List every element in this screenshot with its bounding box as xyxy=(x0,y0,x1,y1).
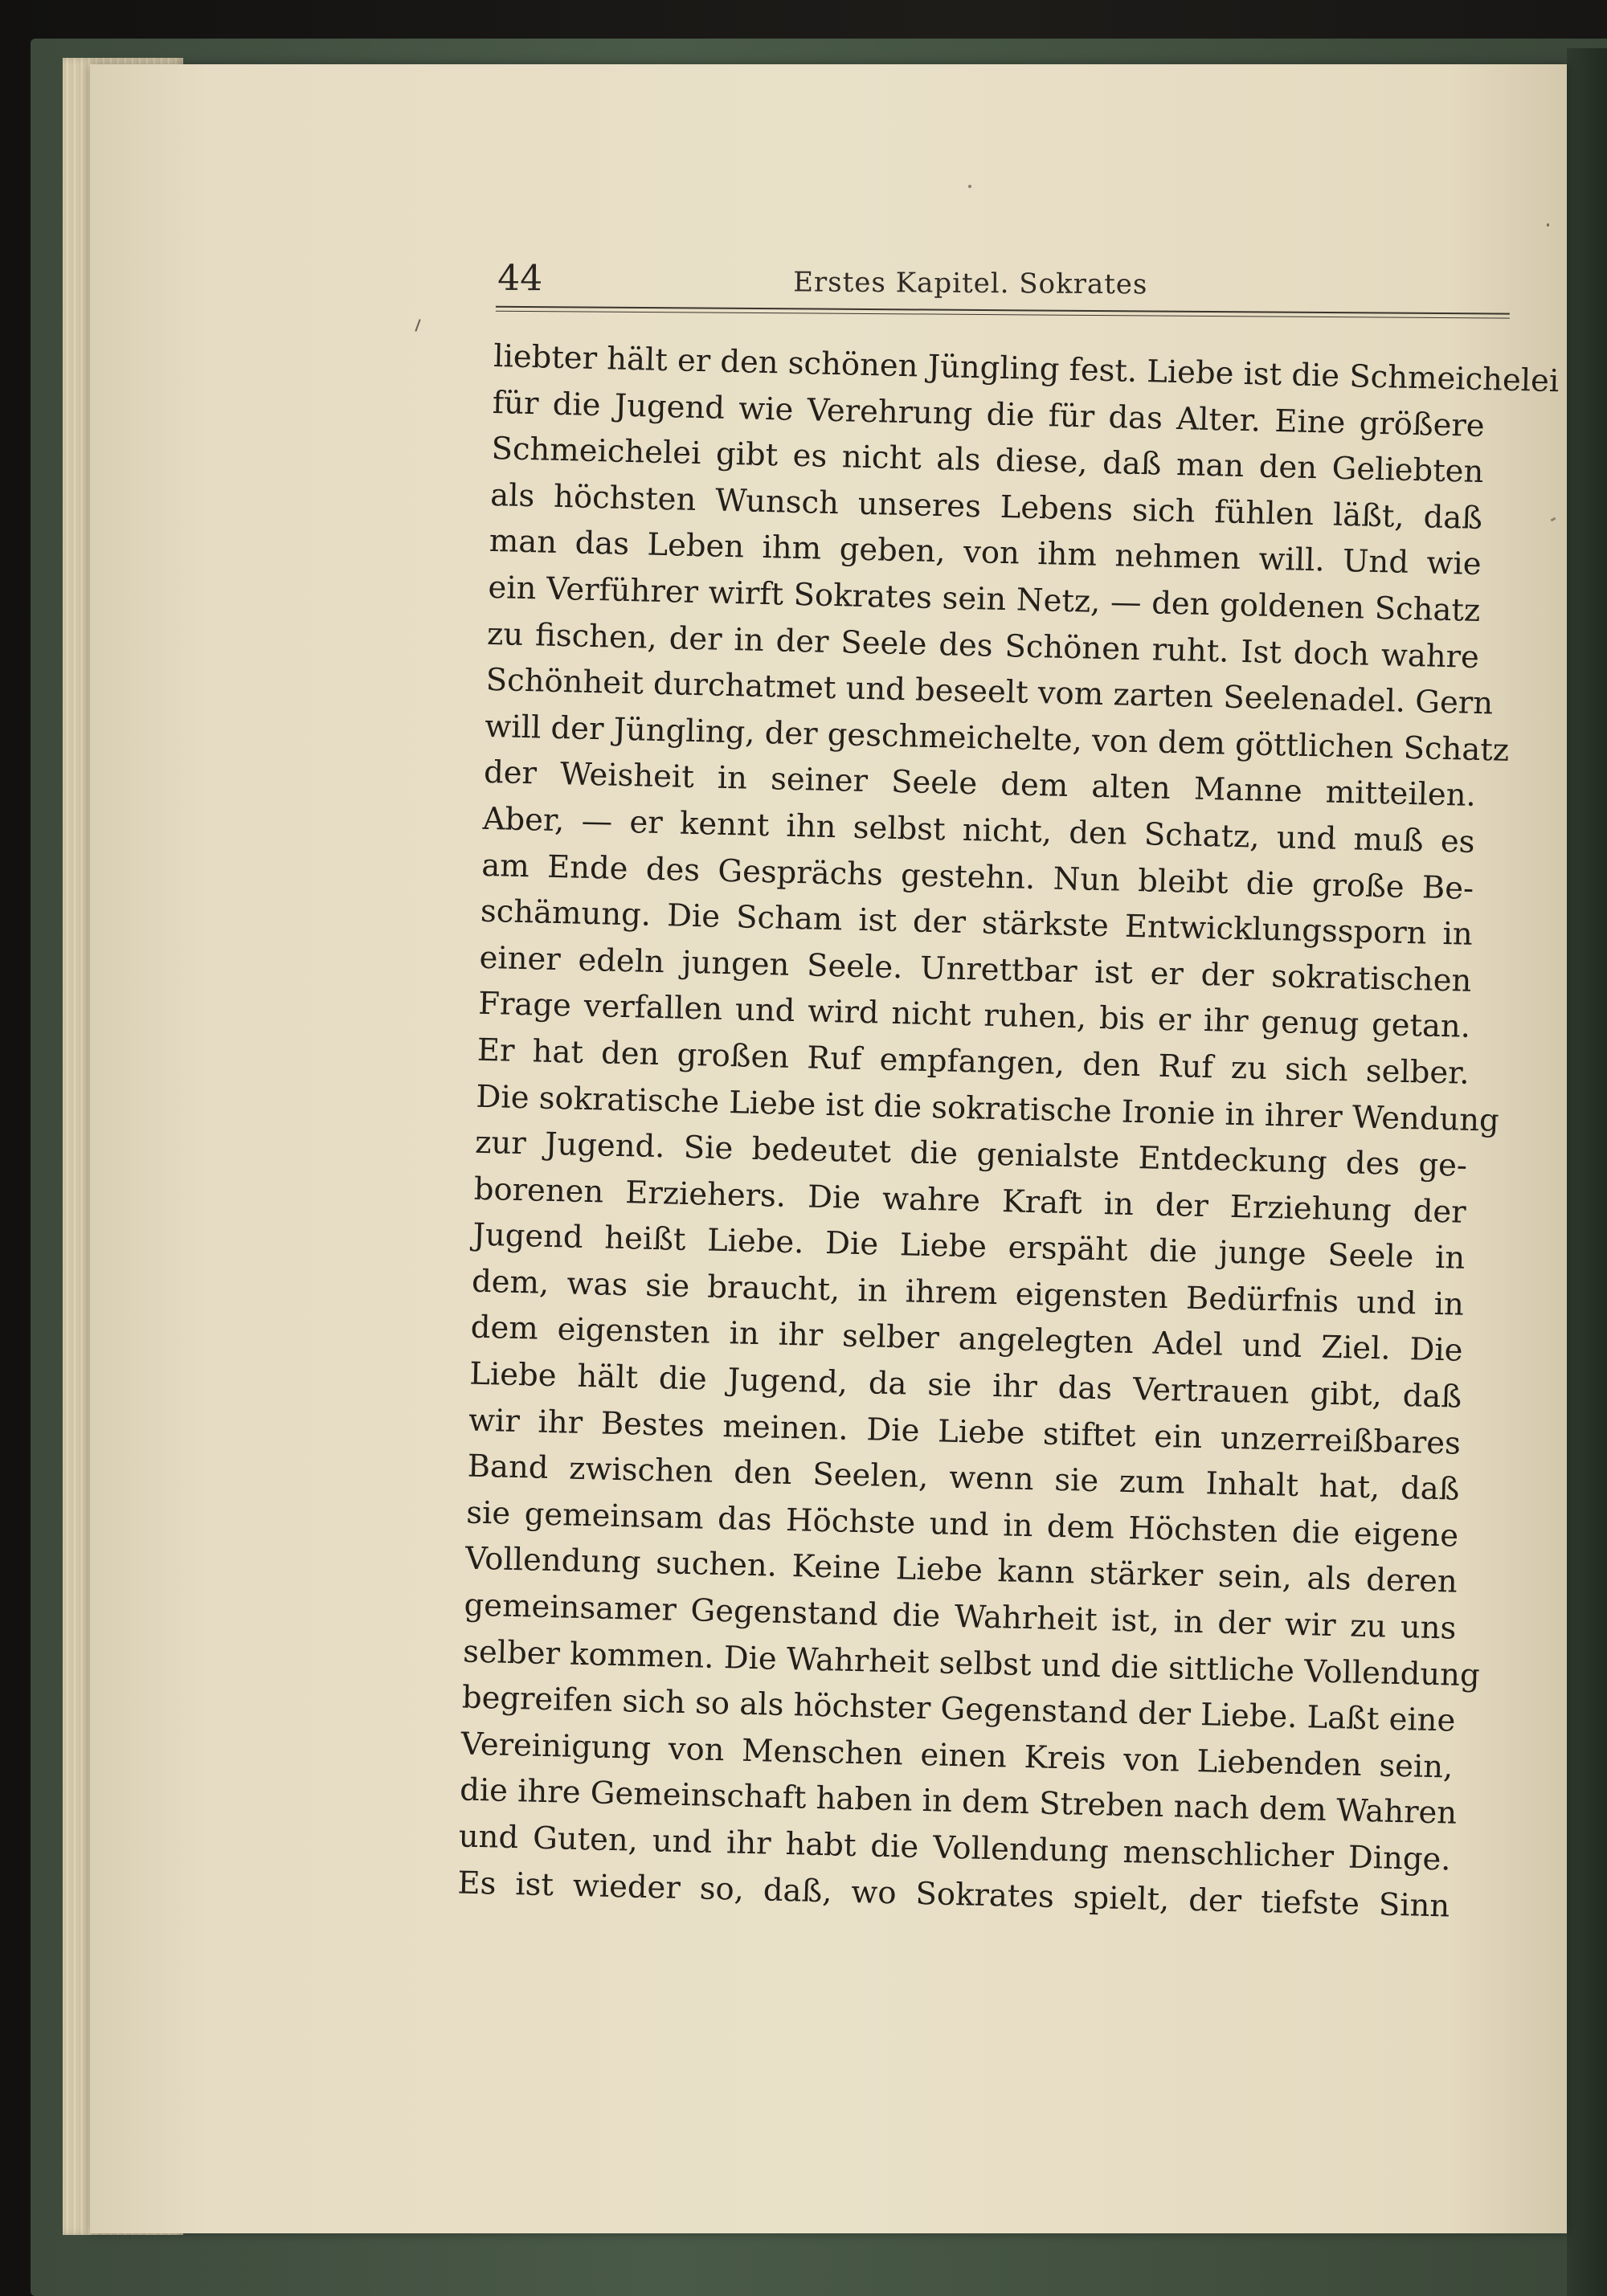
text-line: Aber, — er kennt ihn selbst nicht, den Schatz, und muß es xyxy=(482,800,1475,860)
text-line: wir ihr Bestes meinen. Die Liebe stiftet ein unzerreißbares xyxy=(468,1402,1462,1462)
paper-speck xyxy=(968,185,971,188)
text-line: für die Jugend wie Verehrung die für das Alter. Eine größere xyxy=(492,384,1486,444)
text-line: dem, was sie braucht, in ihrem eigensten Bedürfnis und in xyxy=(471,1263,1465,1323)
text-line: Er hat den großen Ruf empfangen, den Ruf zu sich selber. xyxy=(476,1032,1470,1092)
body-text xyxy=(457,333,1560,1930)
text-line: als höchsten Wunsch unseres Lebens sich fühlen läßt, daß xyxy=(489,476,1483,537)
text-line: borenen Erziehers. Die wahre Kraft in der Erziehung der xyxy=(473,1170,1467,1231)
text-line: zur Jugend. Sie bedeutet die genialste Entdeckung des ge- xyxy=(474,1124,1468,1184)
text-line: die ihre Gemeinschaft haben in dem Streben nach dem Wahren xyxy=(459,1771,1458,1832)
text-line: gemeinsamer Gegenstand die Wahrheit ist, in der wir zu uns xyxy=(464,1587,1457,1647)
text-line: begreifen sich so als höchster Gegenstand der Liebe. Laßt eine xyxy=(461,1679,1456,1739)
text-line: Schmeichelei gibt es nicht als diese, daß man den Geliebten xyxy=(491,431,1484,491)
text-line: Vereinigung von Menschen einen Kreis von Liebenden sein, xyxy=(460,1726,1454,1786)
text-line: Vollendung suchen. Keine Liebe kann stärker sein, als deren xyxy=(464,1541,1458,1601)
text-line: einer edeln jungen Seele. Unrettbar ist er der sokratischen xyxy=(479,939,1472,999)
text-line: der Weisheit in seiner Seele dem alten Manne mitteilen. xyxy=(483,754,1477,815)
text-line: dem eigensten in ihr selber angelegten Adel und Ziel. Die xyxy=(470,1309,1464,1370)
text-line: Die sokratische Liebe ist die sokratische Ironie in ihrer Wendung xyxy=(476,1078,1500,1139)
text-line: selber kommen. Die Wahrheit selbst und die sittliche Vollendung xyxy=(462,1633,1481,1693)
text-line: Es ist wieder so, daß, wo Sokrates spielt, der tiefste Sinn xyxy=(457,1865,1450,1925)
header-rule xyxy=(496,306,1510,315)
page-number: 44 xyxy=(497,257,543,300)
text-line: will der Jüngling, der geschmeichelte, von dem göttlichen Schatz xyxy=(484,708,1510,769)
text-line: Jugend heißt Liebe. Die Liebe erspäht die junge Seele in xyxy=(472,1216,1466,1277)
text-line: Frage verfallen und wird nicht ruhen, bis er ihr genug getan. xyxy=(477,986,1471,1046)
text-line: schämung. Die Scham ist der stärkste Entwicklungssporn in xyxy=(480,893,1474,954)
text-line: sie gemeinsam das Höchste und in dem Höchsten die eigene xyxy=(465,1494,1459,1554)
text-line: Liebe hält die Jugend, da sie ihr das Vertrauen gibt, daß xyxy=(468,1355,1462,1416)
text-line: liebter hält er den schönen Jüngling fest. Liebe ist die Schmeichelei xyxy=(493,337,1560,400)
page-header xyxy=(407,185,1511,321)
book-spine xyxy=(1567,48,1607,2296)
running-title: Erstes Kapitel. Sokrates xyxy=(793,266,1148,301)
text-line: Schönheit durchatmet und beseelt vom zarten Seelenadel. Gern xyxy=(485,662,1494,722)
text-line: Band zwischen den Seelen, wenn sie zum Inhalt hat, daß xyxy=(467,1448,1460,1508)
text-line: ein Verführer wirft Sokrates sein Netz, — den goldenen Schatz xyxy=(488,569,1481,629)
text-line: am Ende des Gesprächs gestehn. Nun bleibt die große Be- xyxy=(480,847,1474,907)
paper-speck xyxy=(1547,223,1549,227)
text-line: und Guten, und ihr habt die Vollendung menschlicher Dinge. xyxy=(458,1818,1452,1878)
text-line: zu fischen, der in der Seele des Schönen ruht. Ist doch wahre xyxy=(486,615,1480,676)
text-line: man das Leben ihm geben, von ihm nehmen will. Und wie xyxy=(489,523,1482,583)
